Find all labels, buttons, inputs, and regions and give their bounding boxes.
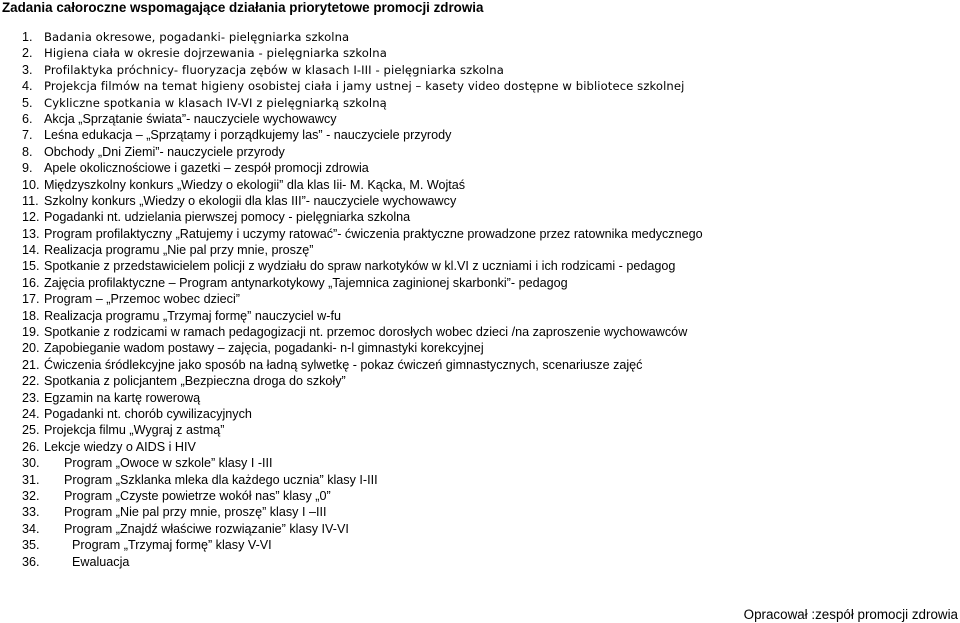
list-item-number: 31. [22, 472, 40, 487]
list-item [0, 291, 960, 307]
list-item [0, 160, 960, 176]
list-item [0, 177, 960, 193]
list-item-number: 7. [22, 128, 33, 143]
list-item [0, 439, 960, 455]
list-item-text: Program – „Przemoc wobec dzieci” [44, 292, 240, 307]
list-item-number: 20. [22, 341, 40, 356]
list-item [0, 95, 960, 111]
list-item-text: Program profilaktyczny „Ratujemy i uczymy ratować”- ćwiczenia praktyczne prowadzone przez ratownika medycznego [44, 226, 703, 241]
list-item-number: 18. [22, 308, 40, 323]
list-item-number: 23. [22, 390, 40, 405]
list-item-number: 11. [22, 193, 39, 208]
list-item-number: 21. [22, 357, 40, 372]
list-item-number: 35. [22, 538, 40, 553]
list-item-number: 6. [22, 111, 33, 126]
list-item-text: Realizacja programu „Trzymaj formę” nauczyciel w-fu [44, 308, 341, 323]
list-item-text: Egzamin na kartę rowerową [44, 390, 201, 405]
list-item [0, 422, 960, 438]
list-item-number: 26. [22, 439, 40, 454]
list-item-text: Międzyszkolny konkurs „Wiedzy o ekologii” dla klas Iii- M. Kącka, M. Wojtaś [44, 177, 466, 192]
list-item [0, 324, 960, 340]
list-item-number: 33. [22, 505, 40, 520]
list-item-number: 15. [22, 259, 40, 274]
list-item-text: Ćwiczenia śródlekcyjne jako sposób na ładną sylwetkę - pokaz ćwiczeń gimnastycznych, scenariusze zajęć [44, 357, 643, 372]
list-item-number: 32. [22, 488, 40, 503]
list-item-text: Program „Trzymaj formę” klasy V-VI [72, 538, 272, 553]
list-item-number: 2. [22, 46, 33, 61]
list-item-text: Ewaluacja [72, 554, 130, 569]
list-item [0, 78, 960, 94]
list-item [0, 226, 960, 242]
list-item [0, 62, 960, 78]
list-item [0, 258, 960, 274]
list-item [0, 275, 960, 291]
list-item-text: Projekcja filmów na temat higieny osobistej ciała i jamy ustnej – kasety video dostępne w bibliotece szkolnej [44, 79, 685, 94]
list-item-text: Lekcje wiedzy o AIDS i HIV [44, 439, 196, 454]
list-item-text: Program „Nie pal przy mnie, proszę” klasy I –III [64, 505, 327, 520]
list-item-text: Pogadanki nt. udzielania pierwszej pomocy - pielęgniarka szkolna [44, 210, 411, 225]
list-item-text: Spotkanie z przedstawicielem policji z wydziału do spraw narkotyków w kl.VI z uczniami i ich rodzicami - pedagog [44, 259, 676, 274]
list-item-text: Program „Szklanka mleka dla każdego ucznia” klasy I-III [64, 472, 378, 487]
list-item-number: 16. [22, 275, 40, 290]
list-item-text: Program „Czyste powietrze wokół nas” klasy „0” [64, 488, 331, 503]
list-item [0, 209, 960, 225]
list-item-text: Spotkania z policjantem „Bezpieczna droga do szkoły” [44, 374, 346, 389]
list-item-number: 4. [22, 79, 33, 94]
list-item-number: 13. [22, 226, 40, 241]
document-footer: Opracował :zespół promocji zdrowia [743, 607, 958, 622]
list-item [0, 193, 960, 209]
list-item [0, 455, 960, 471]
task-list [0, 29, 960, 570]
list-item [0, 406, 960, 422]
list-item-text: Program „Owoce w szkole” klasy I -III [64, 456, 273, 471]
list-item [0, 29, 960, 45]
list-item-number: 14. [22, 243, 40, 258]
list-item-number: 24. [22, 406, 40, 421]
list-item-text: Projekcja filmu „Wygraj z astmą” [44, 423, 225, 438]
list-item-number: 12. [22, 210, 40, 225]
list-item [0, 504, 960, 520]
list-item-text: Pogadanki nt. chorób cywilizacyjnych [44, 406, 252, 421]
list-item-text: Profilaktyka próchnicy- fluoryzacja zębów w klasach I-III - pielęgniarka szkolna [44, 62, 504, 77]
list-item [0, 308, 960, 324]
list-item [0, 242, 960, 258]
list-item-number: 36. [22, 554, 40, 569]
list-item [0, 111, 960, 127]
document-title: Zadania całoroczne wspomagające działania priorytetowe promocji zdrowia [2, 0, 484, 15]
list-item-number: 10. [22, 177, 40, 192]
list-item [0, 390, 960, 406]
list-item-text: Apele okolicznościowe i gazetki – zespół promocji zdrowia [44, 161, 369, 176]
list-item-number: 8. [22, 144, 33, 159]
list-item-text: Zapobieganie wadom postawy – zajęcia, pogadanki- n-l gimnastyki korekcyjnej [44, 341, 484, 356]
list-item-text: Zajęcia profilaktyczne – Program antynarkotykowy „Tajemnica zaginionej skarbonki”- pedagog [44, 275, 568, 290]
list-item-number: 5. [22, 95, 33, 110]
list-item-number: 19. [22, 325, 40, 340]
list-item-text: Realizacja programu „Nie pal przy mnie, proszę” [44, 243, 314, 258]
list-item-number: 1. [22, 30, 33, 44]
list-item [0, 472, 960, 488]
list-item-text: Akcja „Sprzątanie świata”- nauczyciele wychowawcy [44, 111, 337, 126]
list-item-text: Cykliczne spotkania w klasach IV-VI z pielęgniarką szkolną [44, 95, 387, 110]
list-item-text: Leśna edukacja – „Sprzątamy i porządkujemy las” - nauczyciele przyrody [44, 128, 452, 143]
list-item [0, 340, 960, 356]
list-item [0, 521, 960, 537]
list-item-number: 3. [22, 62, 33, 77]
list-item-text: Higiena ciała w okresie dojrzewania - pielęgniarka szkolna [44, 46, 387, 61]
list-item-text: Badania okresowe, pogadanki- pielęgniarka szkolna [44, 30, 350, 44]
list-item-number: 30. [22, 456, 40, 471]
list-item [0, 357, 960, 373]
list-item [0, 127, 960, 143]
list-item-text: Program „Znajdź właściwe rozwiązanie” klasy IV-VI [64, 521, 349, 536]
list-item-number: 34. [22, 521, 40, 536]
list-item-text: Szkolny konkurs „Wiedzy o ekologii dla klas III”- nauczyciele wychowawcy [44, 193, 457, 208]
list-item-text: Spotkanie z rodzicami w ramach pedagogizacji nt. przemoc dorosłych wobec dzieci /na zaproszenie wychowawców [44, 325, 688, 340]
list-item [0, 373, 960, 389]
list-item-number: 17. [22, 292, 40, 307]
list-item [0, 537, 960, 553]
list-item [0, 45, 960, 61]
list-item-text: Obchody „Dni Ziemi”- nauczyciele przyrody [44, 144, 285, 159]
list-item-number: 22. [22, 374, 40, 389]
list-item [0, 488, 960, 504]
list-item [0, 144, 960, 160]
list-item-number: 9. [22, 161, 33, 176]
list-item-number: 25. [22, 423, 40, 438]
list-item [0, 554, 960, 570]
